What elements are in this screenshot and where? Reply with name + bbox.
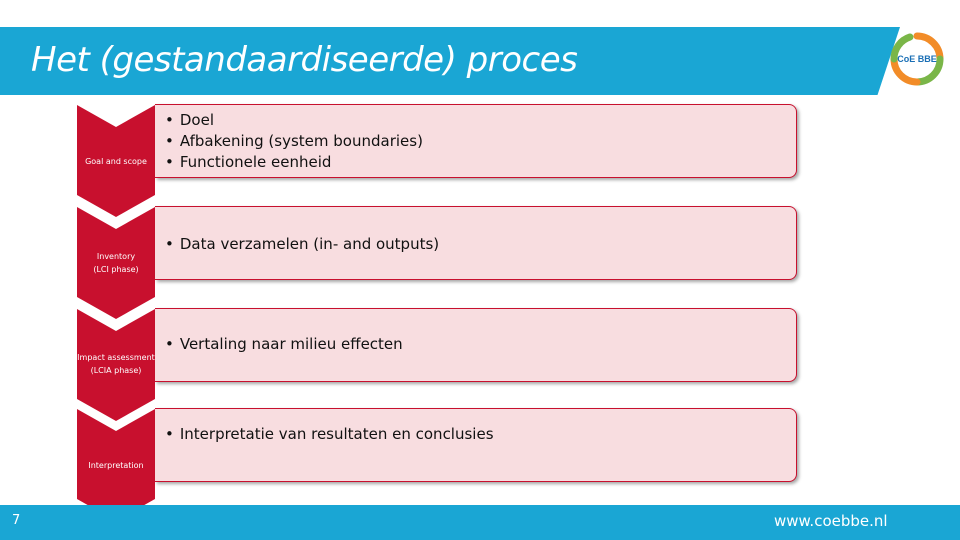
bullet-item: • Vertaling naar milieu effecten [165, 334, 403, 355]
chevron-label-impact-assessment: Impact assessment (LCIA phase) [77, 353, 155, 375]
bullet-item: • Functionele eenheid [165, 152, 423, 173]
bullet-list-interpretation [165, 424, 494, 445]
bullet-list-impact-assessment [165, 334, 403, 355]
logo-text: CoE BBE [897, 54, 937, 64]
bullet-list-goal-and-scope [165, 110, 423, 173]
bullet-item: • Afbakening (system boundaries) [165, 131, 423, 152]
chevron-label-interpretation: Interpretation [88, 461, 144, 470]
page-title: Het (gestandaardiseerde) proces [31, 40, 578, 80]
bullet-list-inventory [165, 234, 439, 255]
bullet-item: • Interpretatie van resultaten en conclusies [165, 424, 494, 445]
page-number: 7 [12, 513, 21, 528]
bullet-item: • Doel [165, 110, 423, 131]
step-box-interpretation [155, 408, 797, 482]
chevron-label-goal-and-scope: Goal and scope [85, 157, 147, 166]
bullet-item: • Data verzamelen (in- and outputs) [165, 234, 439, 255]
chevron-label-inventory: Inventory (LCI phase) [93, 252, 139, 274]
logo [888, 30, 946, 88]
footer-url[interactable]: www.coebbe.nl [774, 512, 888, 530]
